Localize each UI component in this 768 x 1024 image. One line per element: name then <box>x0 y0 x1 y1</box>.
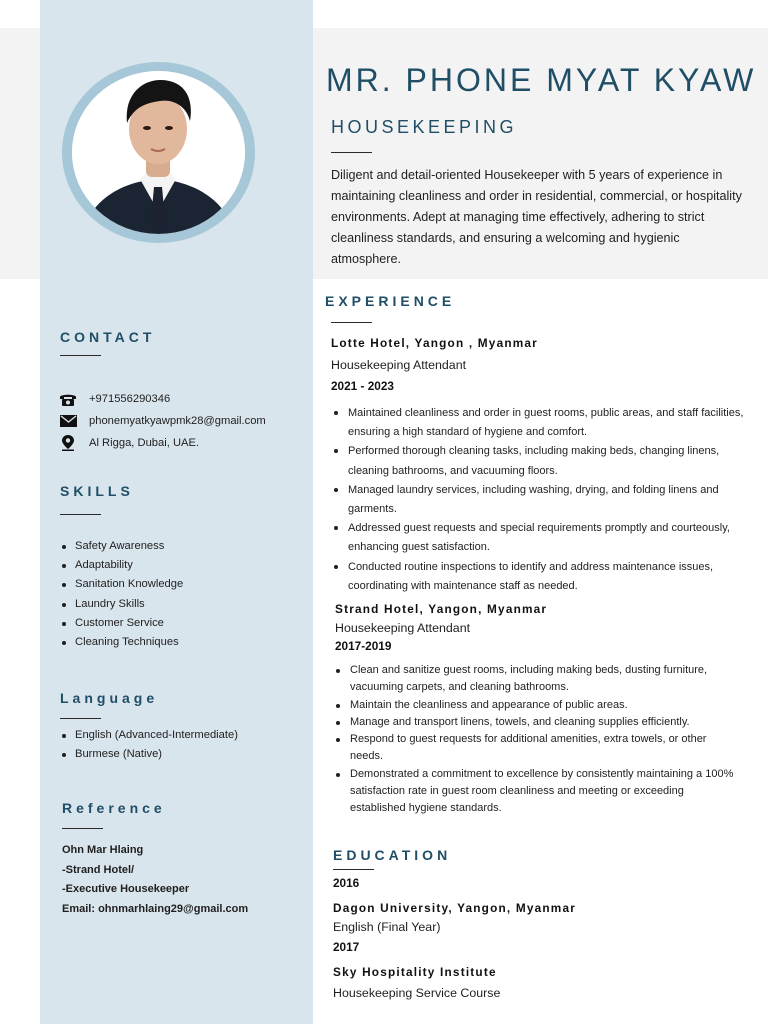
education-school: Sky Hospitality Institute <box>333 965 497 979</box>
candidate-role: HOUSEKEEPING <box>331 117 518 137</box>
language-divider <box>60 718 101 719</box>
reference-heading: Reference <box>62 800 166 816</box>
contact-email <box>59 414 266 428</box>
list-item: Maintain the cleanliness and appearance of public areas. <box>333 697 738 714</box>
list-item: Clean and sanitize guest rooms, including making beds, dusting furniture, vacuuming carpets, and cleaning bathrooms. <box>333 662 738 697</box>
profile-summary: Diligent and detail-oriented Housekeeper with 5 years of experience in maintaining cleanliness and order in residential, commercial, or hospitality environments. Adept at managing time effectively, adhering to strict cleanliness standards, and ensuring a welcoming and hygienic atmosphere. <box>331 168 742 266</box>
job-bullets <box>331 404 751 596</box>
education-year: 2016 <box>333 876 360 890</box>
role-divider <box>331 152 372 153</box>
list-item: Managed laundry services, including washing, drying, and folding linens and garments. <box>331 481 751 519</box>
experience-heading: EXPERIENCE <box>325 293 456 309</box>
phone-number[interactable]: +971556290346 <box>89 393 171 405</box>
reference-details <box>62 841 248 919</box>
reference-position: -Executive Housekeeper <box>62 883 190 895</box>
reference-company: -Strand Hotel/ <box>62 863 135 876</box>
email-address[interactable]: phonemyatkyawpmk28@gmail.com <box>89 415 266 427</box>
skills-divider <box>60 514 101 515</box>
mail-icon <box>59 414 77 428</box>
language-item: English (Advanced-Intermediate) <box>58 726 238 745</box>
skill-item: Sanitation Knowledge <box>58 575 183 594</box>
language-list <box>58 726 238 764</box>
reference-name: Ohn Mar Hlaing <box>62 844 144 856</box>
job-role: Housekeeping Attendant <box>331 358 467 372</box>
skills-heading: SKILLS <box>60 483 134 499</box>
skill-item: Customer Service <box>58 614 183 633</box>
list-item: Conducted routine inspections to identify and address maintenance issues, coordinating with maintenance staff as needed. <box>331 558 751 596</box>
contact-divider <box>60 355 101 356</box>
phone-icon <box>59 392 77 406</box>
education-detail: English (Final Year) <box>333 920 441 934</box>
language-item: Burmese (Native) <box>58 745 238 764</box>
job-dates: 2021 - 2023 <box>331 379 394 393</box>
reference-divider <box>62 828 103 829</box>
skills-list <box>58 537 183 652</box>
skill-item: Cleaning Techniques <box>58 633 183 652</box>
list-item: Maintained cleanliness and order in guest rooms, public areas, and staff facilities, ensuring a high standard of hygiene and comfort. <box>331 404 751 442</box>
education-heading: EDUCATION <box>333 847 452 863</box>
language-heading: Language <box>60 690 159 706</box>
profile-photo <box>72 71 245 234</box>
job-role: Housekeeping Attendant <box>335 621 471 635</box>
education-divider <box>333 869 374 870</box>
list-item: Respond to guest requests for additional amenities, extra towels, or other needs. <box>333 731 738 766</box>
job-place: Lotte Hotel, Yangon , Myanmar <box>331 336 538 350</box>
contact-heading: CONTACT <box>60 329 156 345</box>
skill-item: Adaptability <box>58 556 183 575</box>
contact-phone <box>59 392 170 406</box>
job-dates: 2017-2019 <box>335 639 392 653</box>
list-item: Demonstrated a commitment to excellence by consistently maintaining a 100% satisfaction rate in guest room cleanliness and meeting or exceeding established hygiene standards. <box>333 766 738 818</box>
list-item: Addressed guest requests and special requirements promptly and courteously, enhancing guest satisfaction. <box>331 519 751 557</box>
candidate-name: MR. PHONE MYAT KYAW <box>326 62 757 98</box>
address-text: Al Rigga, Dubai, UAE. <box>89 437 200 449</box>
job-bullets <box>333 662 738 818</box>
skill-item: Laundry Skills <box>58 595 183 614</box>
list-item: Performed thorough cleaning tasks, including making beds, changing linens, cleaning bathrooms, and vacuuming floors. <box>331 442 751 480</box>
education-detail: Housekeeping Service Course <box>333 986 501 1000</box>
reference-email[interactable]: Email: ohnmarhlaing29@gmail.com <box>62 902 249 915</box>
skill-item: Safety Awareness <box>58 537 183 556</box>
experience-divider <box>331 322 372 323</box>
education-year: 2017 <box>333 940 360 954</box>
job-place: Strand Hotel, Yangon, Myanmar <box>335 602 548 616</box>
location-pin-icon <box>59 436 77 450</box>
list-item: Manage and transport linens, towels, and cleaning supplies efficiently. <box>333 714 738 731</box>
contact-address <box>59 436 199 450</box>
education-school: Dagon University, Yangon, Myanmar <box>333 901 577 915</box>
